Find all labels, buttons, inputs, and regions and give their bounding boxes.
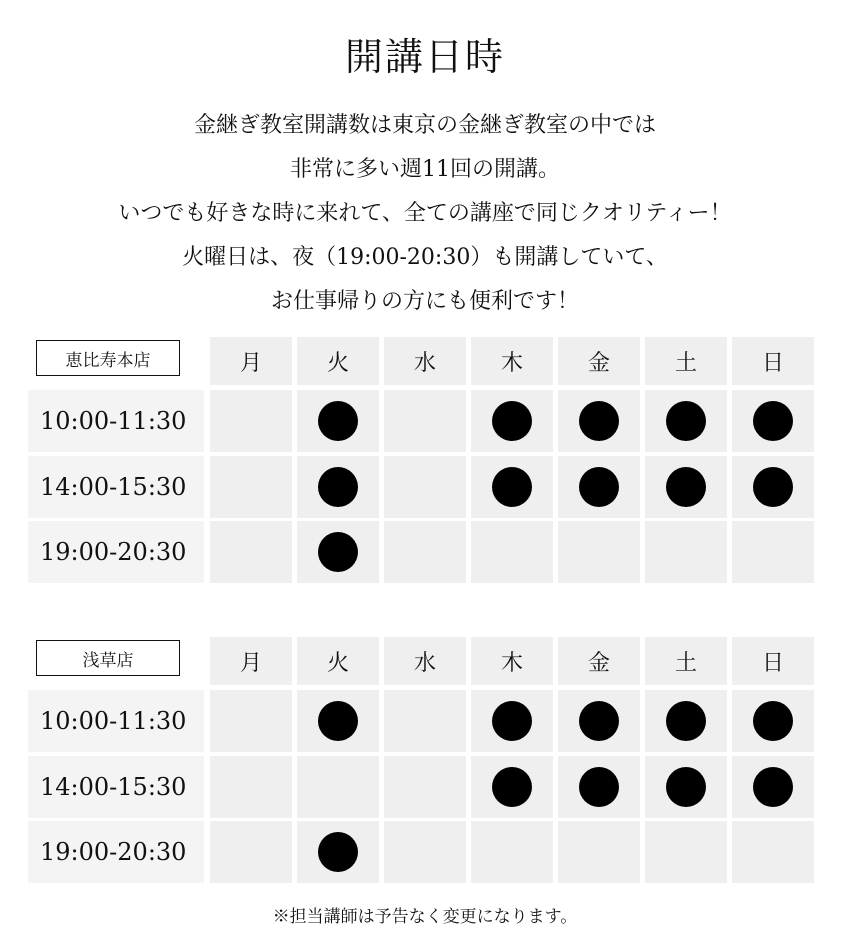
day-header-tue: 火 bbox=[297, 637, 379, 685]
class-available-dot bbox=[318, 532, 358, 572]
schedule-cell bbox=[732, 521, 814, 583]
footnote: ※担当講師は予告なく変更になります。 bbox=[272, 907, 578, 927]
schedule-cell bbox=[384, 390, 466, 452]
schedule-cell bbox=[297, 821, 379, 883]
schedule-cell bbox=[732, 756, 814, 818]
class-available-dot bbox=[666, 401, 706, 441]
class-available-dot bbox=[753, 767, 793, 807]
class-available-dot bbox=[579, 467, 619, 507]
schedule-cell bbox=[297, 456, 379, 518]
schedule-cell bbox=[384, 456, 466, 518]
day-header-wed: 水 bbox=[384, 637, 466, 685]
time-slot-label: 10:00-11:30 bbox=[28, 390, 204, 452]
class-available-dot bbox=[579, 701, 619, 741]
schedule-cell bbox=[558, 456, 640, 518]
intro-line: いつでも好きな時に来れて、全ての講座で同じクオリティー！ bbox=[118, 201, 732, 226]
day-header-thu: 木 bbox=[471, 637, 553, 685]
day-header-tue: 火 bbox=[297, 337, 379, 385]
schedule-cell bbox=[645, 821, 727, 883]
schedule-cell bbox=[297, 690, 379, 752]
schedule-cell bbox=[471, 690, 553, 752]
schedule-cell bbox=[297, 390, 379, 452]
schedule-cell bbox=[732, 390, 814, 452]
schedule-cell bbox=[210, 521, 292, 583]
schedule-cell bbox=[732, 690, 814, 752]
schedule-cell bbox=[384, 821, 466, 883]
schedule-cell bbox=[210, 456, 292, 518]
time-slot-label: 14:00-15:30 bbox=[28, 456, 204, 518]
day-header-thu: 木 bbox=[471, 337, 553, 385]
schedule-cell bbox=[471, 756, 553, 818]
schedule-cell bbox=[645, 521, 727, 583]
day-header-sat: 土 bbox=[645, 637, 727, 685]
schedule-cell bbox=[558, 756, 640, 818]
class-available-dot bbox=[579, 767, 619, 807]
schedule-cell bbox=[558, 690, 640, 752]
schedule-cell bbox=[384, 690, 466, 752]
schedule-cell bbox=[645, 456, 727, 518]
intro-line: 火曜日は、夜（19:00-20:30）も開講していて、 bbox=[182, 245, 668, 270]
class-available-dot bbox=[666, 767, 706, 807]
class-available-dot bbox=[492, 467, 532, 507]
class-available-dot bbox=[492, 401, 532, 441]
schedule-cell bbox=[471, 821, 553, 883]
schedule-cell bbox=[210, 821, 292, 883]
class-available-dot bbox=[492, 701, 532, 741]
day-header-sun: 日 bbox=[732, 637, 814, 685]
schedule-cell bbox=[471, 390, 553, 452]
page-title: 開講日時 bbox=[344, 35, 505, 79]
schedule-cell bbox=[645, 690, 727, 752]
class-available-dot bbox=[753, 701, 793, 741]
class-available-dot bbox=[318, 832, 358, 872]
day-header-fri: 金 bbox=[558, 637, 640, 685]
intro-text bbox=[0, 104, 850, 324]
day-header-mon: 月 bbox=[210, 337, 292, 385]
day-header-mon: 月 bbox=[210, 637, 292, 685]
schedule-cell bbox=[732, 821, 814, 883]
time-slot-label: 14:00-15:30 bbox=[28, 756, 204, 818]
time-slot-label: 10:00-11:30 bbox=[28, 690, 204, 752]
schedule-cell bbox=[297, 756, 379, 818]
schedule-cell bbox=[210, 690, 292, 752]
day-header-sat: 土 bbox=[645, 337, 727, 385]
schedule-cell bbox=[297, 521, 379, 583]
time-slot-label: 19:00-20:30 bbox=[28, 521, 204, 583]
store-name: 浅草店 bbox=[36, 640, 180, 676]
class-available-dot bbox=[318, 701, 358, 741]
class-available-dot bbox=[666, 701, 706, 741]
schedule-cell bbox=[471, 456, 553, 518]
schedule-cell bbox=[645, 756, 727, 818]
schedule-cell bbox=[384, 521, 466, 583]
schedule-cell bbox=[210, 390, 292, 452]
class-available-dot bbox=[492, 767, 532, 807]
schedule-cell bbox=[645, 390, 727, 452]
class-available-dot bbox=[753, 401, 793, 441]
day-header-fri: 金 bbox=[558, 337, 640, 385]
schedule-cell bbox=[558, 821, 640, 883]
time-slot-label: 19:00-20:30 bbox=[28, 821, 204, 883]
schedule-cell bbox=[384, 756, 466, 818]
schedule-cell bbox=[558, 390, 640, 452]
class-available-dot bbox=[666, 467, 706, 507]
intro-line: お仕事帰りの方にも便利です！ bbox=[270, 289, 579, 314]
schedule-cell bbox=[732, 456, 814, 518]
class-available-dot bbox=[753, 467, 793, 507]
class-available-dot bbox=[318, 401, 358, 441]
day-header-wed: 水 bbox=[384, 337, 466, 385]
intro-line: 非常に多い週11回の開講。 bbox=[290, 157, 560, 182]
store-name: 恵比寿本店 bbox=[36, 340, 180, 376]
intro-line: 金継ぎ教室開講数は東京の金継ぎ教室の中では bbox=[193, 113, 656, 138]
schedule-cell bbox=[471, 521, 553, 583]
day-header-sun: 日 bbox=[732, 337, 814, 385]
schedule-cell bbox=[210, 756, 292, 818]
class-available-dot bbox=[318, 467, 358, 507]
schedule-cell bbox=[558, 521, 640, 583]
class-available-dot bbox=[579, 401, 619, 441]
